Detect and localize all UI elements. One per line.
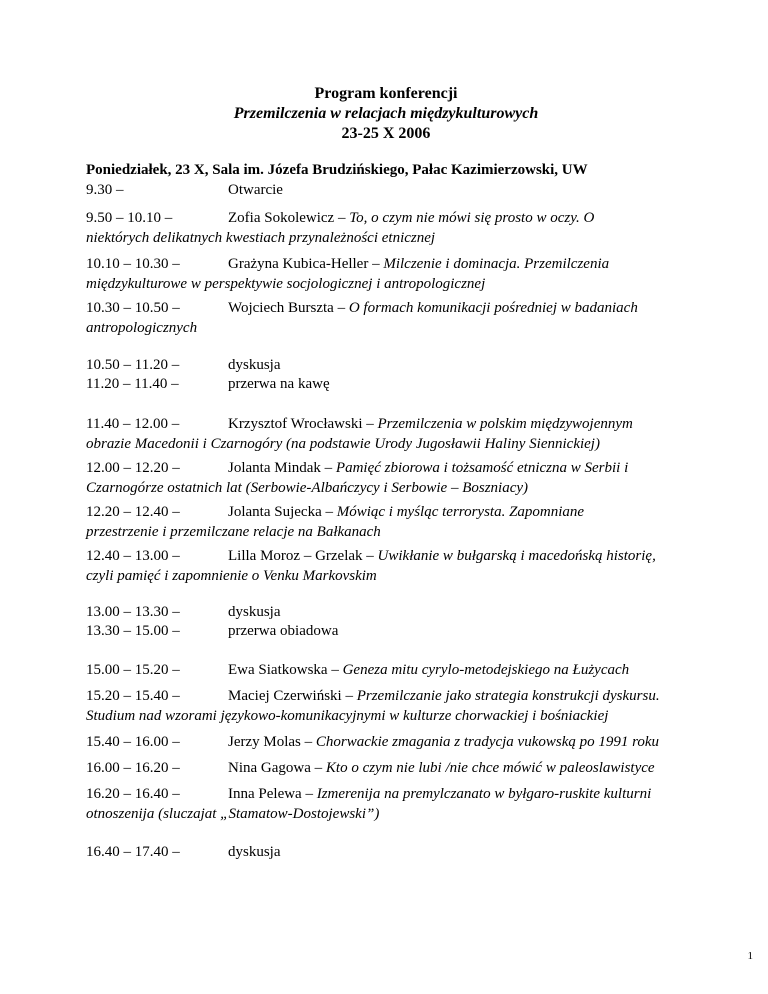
separator: – [320, 460, 336, 476]
separator: – [300, 734, 316, 750]
time-slot: 9.50 – 10.10 – [86, 210, 173, 226]
schedule-item [86, 414, 686, 454]
separator: – [321, 504, 337, 520]
talk-title-continued: obrazie Macedonii i Czarnogóry (na podstawie Urody Jugosławii Haliny Siennickiej) [86, 436, 600, 452]
session-label: dyskusja [228, 357, 281, 373]
schedule-item [86, 458, 686, 498]
talk-title: Pamięć zbiorowa i tożsamość etniczna w Serbii i [335, 460, 629, 476]
day-heading: Poniedziałek, 23 X, Sala im. Józefa Brudzińskiego, Pałac Kazimierzowski, UW [86, 162, 588, 178]
talk-title-continued: Czarnogórze ostatnich lat (Serbowie-Albańczycy i Serbowie – Boszniacy) [86, 480, 529, 496]
talk-title-continued: czyli pamięć i zapomnienie o Venku Markovskim [86, 568, 377, 584]
speaker-name: Inna Pelewa [228, 786, 302, 802]
time-slot: 12.40 – 13.00 – [86, 548, 180, 564]
talk-title: Kto o czym nie lubi /nie chce mówić w paleoslawistyce [325, 760, 655, 776]
time-slot: 11.20 – 11.40 – [86, 376, 179, 392]
schedule-item [86, 842, 686, 862]
talk-title: Mówiąc i myśląc terrorysta. Zapomniane [336, 504, 585, 520]
schedule-item [86, 180, 686, 200]
talk-title: Milczenie i dominacja. Przemilczenia [383, 256, 610, 272]
speaker-name: Ewa Siatkowska [228, 662, 328, 678]
time-slot: 10.50 – 11.20 – [86, 357, 180, 373]
time-slot: 15.00 – 15.20 – [86, 662, 180, 678]
speaker-name: Jolanta Mindak [228, 460, 321, 476]
talk-title: Przemilczanie jako strategia konstrukcji dyskursu. [356, 688, 660, 704]
talk-title-continued: otnoszenija (sluczajat „Stamatow-Dostojewski”) [86, 806, 380, 822]
talk-title: Uwikłanie w bułgarską i macedońską historię, [377, 548, 656, 564]
time-slot: 16.20 – 16.40 – [86, 786, 180, 802]
speaker-name: Maciej Czerwiński [228, 688, 342, 704]
time-slot: 16.40 – 17.40 – [86, 844, 180, 860]
talk-title-continued: przestrzenie i przemilczane relacje na Bałkanach [86, 524, 381, 540]
session-label: przerwa obiadowa [228, 623, 339, 639]
schedule-item [86, 502, 686, 542]
separator: – [327, 662, 343, 678]
time-slot: 13.00 – 13.30 – [86, 604, 180, 620]
talk-title-continued: antropologicznych [86, 320, 198, 336]
speaker-name: Jolanta Sujecka [228, 504, 322, 520]
time-slot: 10.30 – 10.50 – [86, 300, 180, 316]
separator: – [334, 210, 350, 226]
separator: – [301, 786, 317, 802]
schedule-item [86, 758, 686, 778]
time-slot: 15.20 – 15.40 – [86, 688, 180, 704]
time-slot: 9.30 – [86, 182, 124, 198]
separator: – [333, 300, 349, 316]
time-slot: 16.00 – 16.20 – [86, 760, 180, 776]
schedule-item [86, 660, 686, 680]
session-label: dyskusja [228, 844, 281, 860]
conference-dates: 23-25 X 2006 [341, 125, 431, 142]
time-slot: 12.00 – 12.20 – [86, 460, 180, 476]
talk-title: Izmerenija na premylczanato w byłgaro-ruskite kulturni [316, 786, 652, 802]
separator: – [310, 760, 326, 776]
schedule-item [86, 208, 686, 248]
schedule-item [86, 374, 686, 394]
separator: – [362, 416, 378, 432]
schedule-item [86, 355, 686, 375]
speaker-name: Krzysztof Wrocławski [228, 416, 363, 432]
session-label: dyskusja [228, 604, 281, 620]
schedule-item [86, 621, 686, 641]
talk-title: O formach komunikacji pośredniej w badaniach [348, 300, 638, 316]
session-label: Otwarcie [228, 182, 283, 198]
speaker-name: Lilla Moroz – Grzelak [228, 548, 363, 564]
schedule-item [86, 602, 686, 622]
time-slot: 11.40 – 12.00 – [86, 416, 180, 432]
speaker-name: Wojciech Burszta [228, 300, 334, 316]
schedule-item [86, 254, 686, 294]
speaker-name: Zofia Sokolewicz [228, 210, 335, 226]
speaker-name: Jerzy Molas [228, 734, 301, 750]
schedule-item [86, 298, 686, 338]
schedule-item [86, 546, 686, 586]
time-slot: 15.40 – 16.00 – [86, 734, 180, 750]
talk-title: Chorwackie zmagania z tradycja vukowską po 1991 roku [315, 734, 660, 750]
talk-title-continued: Studium nad wzorami językowo-komunikacyjnymi w kulturze chorwackiej i bośniackiej [86, 708, 609, 724]
speaker-name: Nina Gagowa [228, 760, 311, 776]
page-number: 1 [747, 950, 753, 962]
separator: – [362, 548, 378, 564]
separator: – [368, 256, 384, 272]
session-label: przerwa na kawę [228, 376, 330, 392]
schedule-item [86, 686, 686, 726]
talk-title: To, o czym nie mówi się prosto w oczy. O [349, 210, 595, 226]
conference-name: Przemilczenia w relacjach międzykulturowych [233, 105, 539, 122]
talk-title: Przemilczenia w polskim międzywojennym [377, 416, 633, 432]
schedule-item [86, 784, 686, 824]
talk-title-continued: międzykulturowe w perspektywie socjologicznej i antropologicznej [86, 276, 486, 292]
talk-title: Geneza mitu cyrylo-metodejskiego na Łużycach [342, 662, 630, 678]
speaker-name: Grażyna Kubica-Heller [228, 256, 369, 272]
schedule-item [86, 732, 686, 752]
document-title: Program konferencji [314, 85, 458, 102]
separator: – [341, 688, 357, 704]
time-slot: 10.10 – 10.30 – [86, 256, 180, 272]
time-slot: 13.30 – 15.00 – [86, 623, 180, 639]
talk-title-continued: niektórych delikatnych kwestiach przynależności etnicznej [86, 230, 436, 246]
time-slot: 12.20 – 12.40 – [86, 504, 180, 520]
